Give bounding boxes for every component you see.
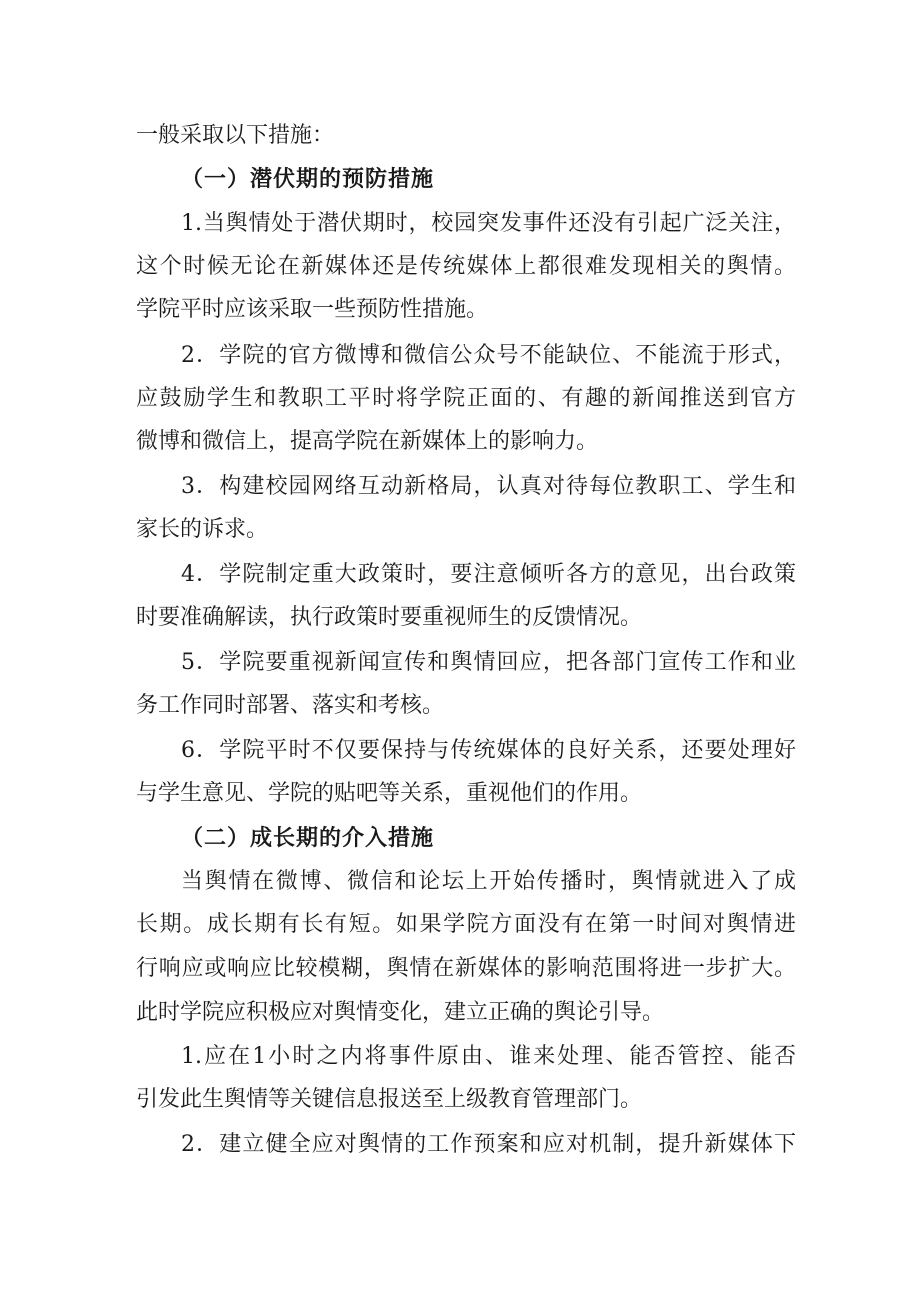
paragraph-line: 长期。成长期有长有短。如果学院方面没有在第一时间对舆情进 (136, 912, 796, 937)
paragraph-line: 2．学院的官方微博和微信公众号不能缺位、不能流于形式， (181, 343, 796, 368)
paragraph-line: 1.当舆情处于潜伏期时，校园突发事件还没有引起广泛关注， (181, 211, 796, 236)
paragraph-line: 学院平时应该采取一些预防性措施。 (136, 297, 489, 322)
paragraph-line: 1.应在1小时之内将事件原由、谁来处理、能否管控、能否 (181, 1044, 796, 1069)
section-heading-latent: （一）潜伏期的预防措施 (181, 167, 435, 192)
paragraph-line: 5．学院要重视新闻宣传和舆情回应，把各部门宣传工作和业 (181, 650, 796, 675)
paragraph-line: 2．建立健全应对舆情的工作预案和应对机制，提升新媒体下 (181, 1132, 796, 1157)
paragraph-line: 微博和微信上，提高学院在新媒体上的影响力。 (136, 429, 599, 454)
paragraph-line: 6．学院平时不仅要保持与传统媒体的良好关系，还要处理好 (181, 738, 796, 763)
paragraph-line: 这个时候无论在新媒体还是传统媒体上都很难发现相关的舆情。 (136, 254, 796, 279)
paragraph-line: 4．学院制定重大政策时，要注意倾听各方的意见，出台政策 (181, 562, 796, 587)
paragraph-line: 时要准确解读，执行政策时要重视师生的反馈情况。 (136, 605, 643, 630)
paragraph-line: 当舆情在微博、微信和论坛上开始传播时，舆情就进入了成 (181, 869, 796, 894)
intro-line: 一般采取以下措施： (136, 123, 335, 148)
section-heading-growth: （二）成长期的介入措施 (181, 826, 435, 851)
paragraph-line: 行响应或响应比较模糊，舆情在新媒体的影响范围将进一步扩大。 (136, 956, 796, 981)
paragraph-line: 引发此生舆情等关键信息报送至上级教育管理部门。 (136, 1087, 643, 1112)
paragraph-line: 应鼓励学生和教职工平时将学院正面的、有趣的新闻推送到官方 (136, 386, 796, 411)
paragraph-line: 此时学院应积极应对舆情变化，建立正确的舆论引导。 (136, 1000, 665, 1025)
paragraph-line: 与学生意见、学院的贴吧等关系，重视他们的作用。 (136, 781, 643, 806)
paragraph-line: 务工作同时部署、落实和考核。 (136, 693, 445, 718)
paragraph-line: 3．构建校园网络互动新格局，认真对待每位教职工、学生和 (181, 474, 796, 499)
paragraph-line: 家长的诉求。 (136, 517, 269, 542)
